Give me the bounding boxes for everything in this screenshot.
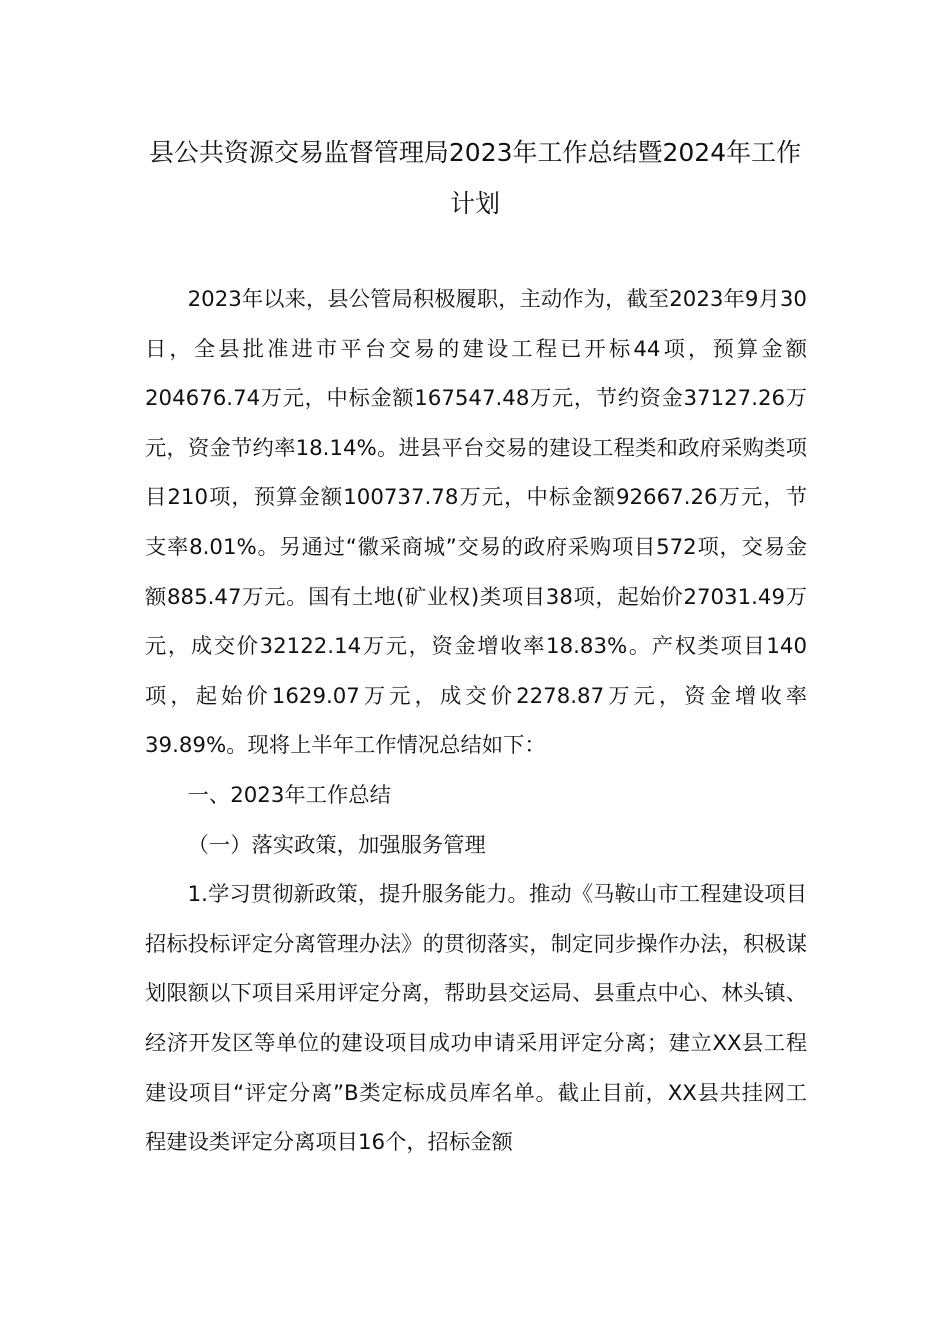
document-title: 县公共资源交易监督管理局2023年工作总结暨2024年工作计划 [148, 138, 802, 218]
paragraph-intro: 2023年以来，县公管局积极履职，主动作为，截至2023年9月30日，全县批准进市平台交易的建设工程已开标44项，预算金额204676.74万元，中标金额167547.48万元，节约资金37127.26万元，资金节约率18.14%。进县平台交易的建设工程类和政府采购类项目210项，预算金额100737.78万元，中标金额92667.26万元，节支率8.01%。另通过“徽采商城”交易的政府采购项目572项，交易金额885.47万元。国有土地(矿业权)类项目38项，起始价27031.49万元，成交价32122.14万元，资金增收率18.83%。产权类项目140项，起始价1629.07万元，成交价2278.87万元，资金增收率39.89%。现将上半年工作情况总结如下： [145, 287, 807, 759]
paragraph-item-1: 1.学习贯彻新政策，提升服务能力。推动《马鞍山市工程建设项目招标投标评定分离管理办法》的贯彻落实，制定同步操作办法，积极谋划限额以下项目采用评定分离，帮助县交运局、县重点中心、林头镇、经济开发区等单位的建设项目成功申请采用评定分离；建立XX县工程建设项目“评定分离”B类定标成员库名单。截止目前，XX县共挂网工程建设类评定分离项目16个，招标金额 [145, 882, 807, 1156]
subsection-heading: （一）落实政策，加强服务管理 [187, 832, 486, 858]
section-heading: 一、2023年工作总结 [187, 782, 391, 808]
document-body [145, 275, 807, 1168]
